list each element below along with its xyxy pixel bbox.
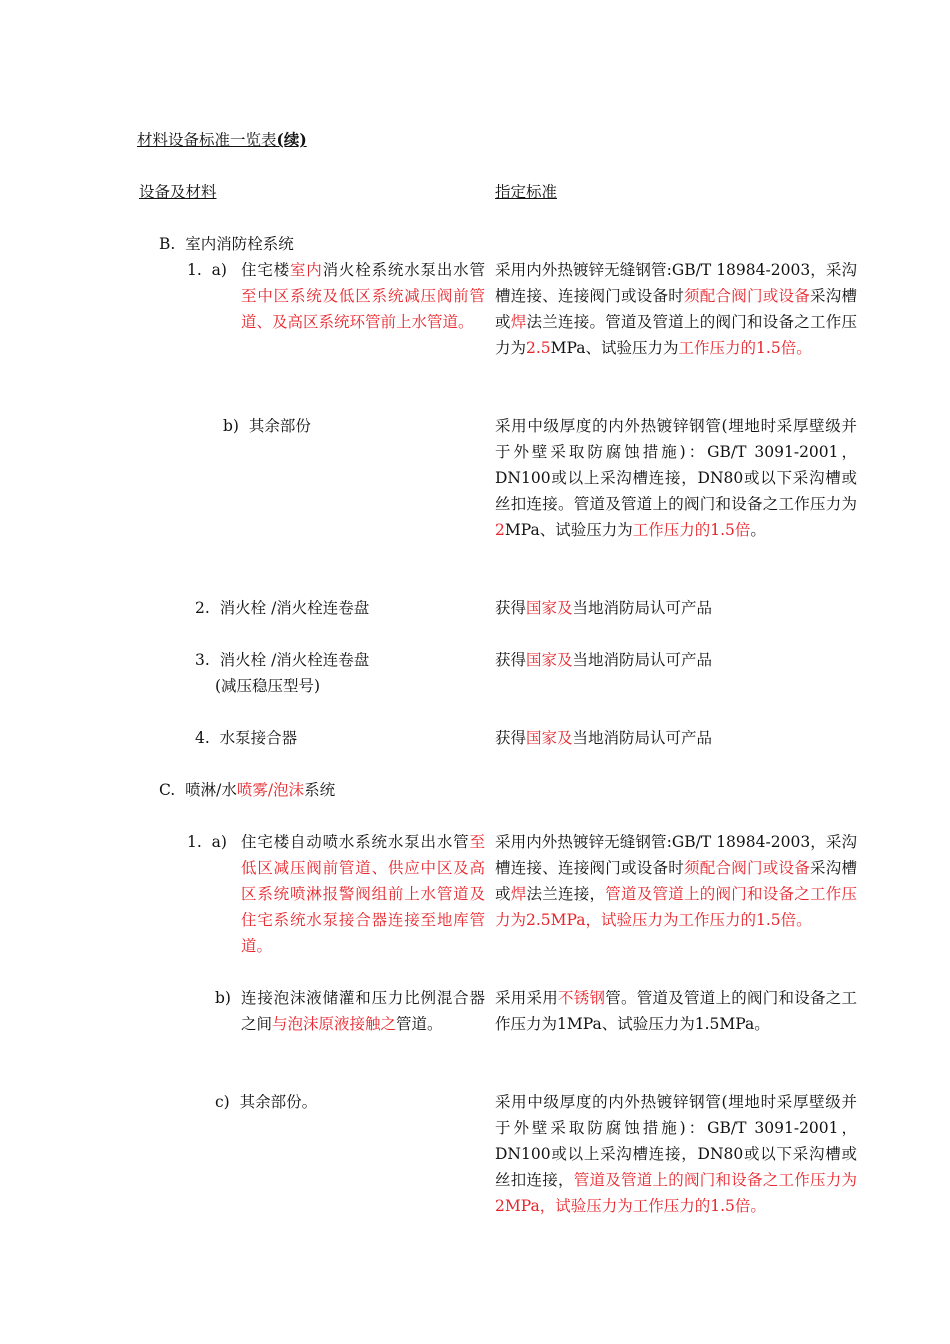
text-run: 系统 <box>304 781 336 799</box>
item-b4 <box>195 725 297 751</box>
text-run: 采用内外热镀锌无缝钢管:GB/T 18984-2003，采沟槽连接、连接阀门或设备时 <box>495 833 857 877</box>
text-run: 采沟槽或 <box>495 287 857 331</box>
column-header-right: 指定标准 <box>495 183 558 201</box>
item-b1b-standard <box>495 413 857 543</box>
text-run: 住宅楼 <box>241 261 290 279</box>
section-c-label: C. <box>159 781 176 799</box>
text-run: 住宅楼自动喷水系统水泵出水管 <box>241 833 470 851</box>
text-run-highlight: 不锈钢 <box>558 989 606 1007</box>
item-c1b-description <box>241 985 485 1037</box>
item-b1-number <box>187 257 227 283</box>
text-run-highlight: 工作压力的 <box>678 339 757 357</box>
text-run-highlight: 喷雾/泡沫 <box>236 781 305 799</box>
item-number: 3. <box>195 651 210 669</box>
title-suffix: (续) <box>276 130 307 149</box>
item-number: 1. <box>187 833 202 851</box>
text-run: 获得 <box>495 651 527 669</box>
item-b3-description: 消火栓 /消火栓连卷盘 <box>219 651 370 669</box>
text-run-highlight: 与泡沫原液接触之 <box>272 1015 397 1033</box>
column-header-left: 设备及材料 <box>139 183 217 201</box>
item-b2-description: 消火栓 /消火栓连卷盘 <box>219 599 370 617</box>
item-b4-standard <box>495 725 712 751</box>
text-run: 法兰连接。管道及管道上的阀门和设备之工作压力为 <box>495 313 857 357</box>
text-run-highlight: 国家及 <box>526 651 573 669</box>
item-c1a-standard <box>495 829 857 933</box>
text-run: 喷淋/水 <box>185 781 237 799</box>
text-run: 采沟槽或 <box>495 859 857 903</box>
text-run: 采用采用 <box>495 989 558 1007</box>
text-run: 采用中级厚度的内外热镀锌钢管(埋地时采厚壁级并于外壁采取防腐蚀措施)：GB/T 3091-2001，DN100或以上采沟槽连接，DN80或以下采沟槽或丝扣连接。管道及管道上的阀门和设备之工作压力为 <box>495 417 857 513</box>
item-c1c-label <box>215 1089 317 1115</box>
text-run: 管。管道及管道上的阀门和设备之工作压力为1MPa、试验压力为1.5MPa。 <box>495 989 857 1033</box>
item-b3 <box>195 647 369 673</box>
text-run: 获得 <box>495 599 527 617</box>
text-run-highlight: 管道及管道上的阀门和设备之工作压力为2MPa，试验压力为工作压力的1.5倍。 <box>495 1171 857 1215</box>
sub-item-label: b) <box>223 417 239 435</box>
item-c1c-standard <box>495 1089 857 1219</box>
title-text: 材料设备标准一览表 <box>137 131 277 149</box>
sub-item-label: c) <box>215 1093 230 1111</box>
item-b1b-label <box>223 413 311 439</box>
item-number: 4. <box>195 729 210 747</box>
text-run-highlight: 2.5 <box>526 339 551 357</box>
text-run: 采用内外热镀锌无缝钢管:GB/T 18984-2003，采沟槽连接、连接阀门或设备时 <box>495 261 857 305</box>
text-run: 当地消防局认可产品 <box>572 729 713 747</box>
section-c-heading <box>159 777 335 803</box>
item-c1-number <box>187 829 227 855</box>
item-b1a-standard <box>495 257 857 361</box>
text-run-highlight: 2 <box>495 521 505 539</box>
document-title <box>137 127 307 153</box>
sub-item-label: a) <box>211 833 227 851</box>
text-run: 。 <box>750 521 766 539</box>
item-b2-standard <box>495 595 712 621</box>
item-c1a-description <box>241 829 485 959</box>
item-b4-description: 水泵接合器 <box>219 729 298 747</box>
text-run: MPa、试验压力为 <box>504 521 633 539</box>
item-b3-standard <box>495 647 712 673</box>
item-b3-subnote: (减压稳压型号) <box>215 677 321 695</box>
section-b-title: 室内消防栓系统 <box>185 235 294 253</box>
section-b-heading <box>159 231 294 257</box>
item-b1b-description: 其余部份 <box>248 417 311 435</box>
text-run: 连接泡沫液储灌和压力比例混合器之间 <box>241 989 485 1033</box>
item-b1a-description <box>241 257 485 335</box>
text-run-highlight: 1.5倍。 <box>756 339 812 357</box>
text-run-highlight: 焊 <box>510 313 527 331</box>
text-run: 获得 <box>495 729 527 747</box>
item-number: 2. <box>195 599 210 617</box>
text-run: 当地消防局认可产品 <box>572 651 713 669</box>
text-run-highlight: 工作压力的1.5倍 <box>632 521 751 539</box>
text-run-highlight: 国家及 <box>526 729 573 747</box>
text-run-highlight: 须配合阀门或设备 <box>683 287 810 305</box>
item-number: 1. <box>187 261 202 279</box>
sub-item-label: a) <box>211 261 227 279</box>
text-run: 管道。 <box>396 1015 443 1033</box>
text-run-highlight: 室内 <box>289 261 323 279</box>
item-c1b-label: b) <box>215 989 231 1007</box>
text-run-highlight: 至低区减压阀前管道、供应中区及高区系统喷淋报警阀组前上水管道及住宅系统水泵接合器连接至地库管道。 <box>241 833 485 955</box>
text-run-highlight: 至中区系统及低区系统减压阀前管道、及高区系统环管前上水管道。 <box>241 287 485 331</box>
text-run: 采用中级厚度的内外热镀锌钢管(埋地时采厚壁级并于外壁采取防腐蚀措施)：GB/T 3091-2001，DN100或以上采沟槽连接，DN80或以下采沟槽或丝扣连接， <box>495 1093 857 1189</box>
item-b2 <box>195 595 369 621</box>
text-run-highlight: 管道及管道上的阀门和设备之工作压力为2.5MPa，试验压力为工作压力的1.5倍。 <box>495 885 857 929</box>
text-run-highlight: 须配合阀门或设备 <box>683 859 810 877</box>
text-run: 法兰连接， <box>526 885 606 903</box>
text-run-highlight: 国家及 <box>526 599 573 617</box>
text-run: MPa、试验压力为 <box>550 339 679 357</box>
text-run-highlight: 焊 <box>510 885 527 903</box>
text-run: 消火栓系统水泵出水管 <box>322 261 485 279</box>
text-run: 当地消防局认可产品 <box>572 599 713 617</box>
item-c1c-description: 其余部份。 <box>239 1093 318 1111</box>
item-c1b-standard <box>495 985 857 1037</box>
section-b-label: B. <box>159 235 176 253</box>
